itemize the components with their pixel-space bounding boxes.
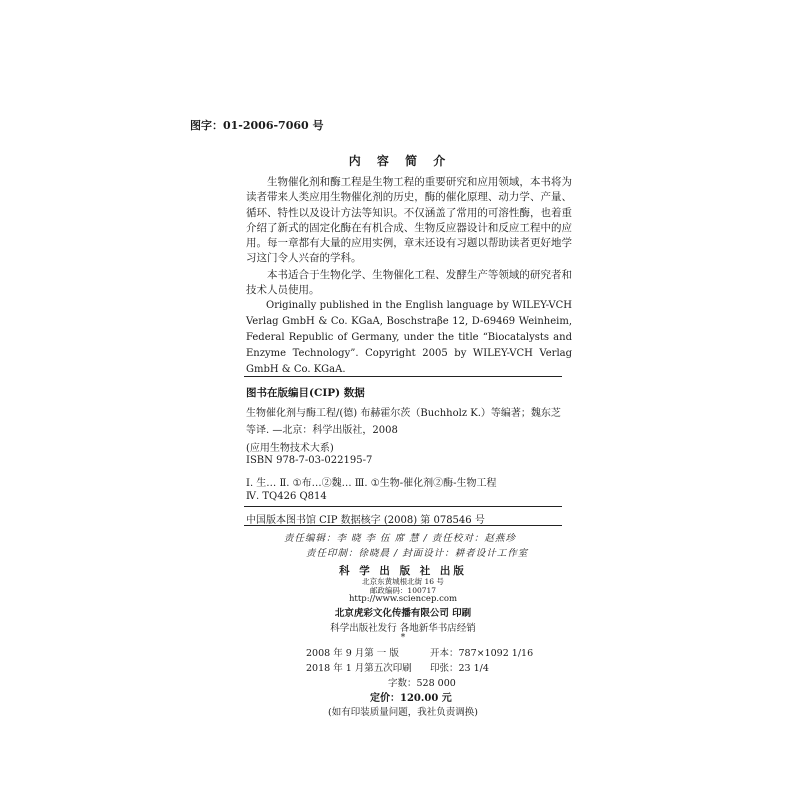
summary-paragraph: 本书适合于生物化学、生物催化工程、发酵生产等领域的研究者和技术人员使用。 bbox=[246, 268, 572, 297]
cip-series: (应用生物技术大系) bbox=[246, 443, 334, 454]
printer-name: 北京虎彩文化传播有限公司 印刷 bbox=[334, 608, 472, 619]
publisher-website: http://www.sciencep.com bbox=[348, 594, 458, 604]
production-credits: 责任印制：徐晓晨 / 封面设计：耕者设计工作室 bbox=[306, 548, 529, 559]
editor-credits: 责任编辑：李 晓 李 伍 席 慧 / 责任校对：赵燕珍 bbox=[284, 533, 516, 544]
sheets-info: 印张：23 1/4 bbox=[430, 663, 489, 674]
divider bbox=[244, 376, 562, 377]
summary-title: 内 容 简 介 bbox=[348, 154, 452, 168]
summary-body bbox=[246, 175, 572, 298]
edition-info: 2008 年 9 月第 一 版 bbox=[306, 648, 399, 659]
divider bbox=[244, 506, 562, 507]
distribution-line: 科学出版社发行 各地新华书店经销 bbox=[330, 623, 476, 634]
divider bbox=[244, 525, 562, 526]
cip-isbn: ISBN 978-7-03-022195-7 bbox=[246, 455, 373, 466]
cip-library-number: 中国版本图书馆 CIP 数据核字 (2008) 第 078546 号 bbox=[246, 515, 485, 526]
format-info: 开本：787×1092 1/16 bbox=[430, 648, 534, 659]
cip-line: 生物催化剂与酶工程/(德) 布赫霍尔茨（Buchholz K.）等编著；魏东芝 bbox=[246, 408, 561, 419]
english-paragraph: Originally published in the English language by WILEY-VCH Verlag GmbH & Co. KGaA, Boschstraβe 12, D-69469 Weinheim, Federal Republic of Germany, under the title “Biocatalysts and Enzyme Technology”. Copyright 2005 by WILEY-VCH Verlag GmbH & Co. KGaA. bbox=[246, 300, 572, 375]
cip-line: 等译. —北京：科学出版社，2008 bbox=[246, 425, 398, 436]
publisher-name: 科 学 出 版 社 出版 bbox=[339, 565, 467, 577]
cip-classification: Ⅳ. TQ426 Q814 bbox=[246, 491, 327, 502]
publisher-postcode: 邮政编码：100717 bbox=[369, 586, 437, 595]
impression-info: 2018 年 1 月第五次印刷 bbox=[306, 663, 412, 674]
english-copyright-notice bbox=[246, 298, 572, 378]
cip-heading: 图书在版编目(CIP) 数据 bbox=[246, 387, 365, 399]
summary-paragraph: 生物催化剂和酶工程是生物工程的重要研究和应用领域，本书将为读者带来人类应用生物催化剂的历史，酶的催化原理、动力学、产量、循环、特性以及设计方法等知识。不仅涵盖了常用的可溶性酶，也着重介绍了新式的固定化酶在有机合成、生物反应器设计和反应工程中的应用。每一章都有大量的应用实例，章末还设有习题以帮助读者更好地学习这门令人兴奋的学科。 bbox=[246, 176, 572, 265]
separator-star: * bbox=[400, 633, 406, 643]
quality-notice: (如有印装质量问题，我社负责调换) bbox=[328, 707, 478, 718]
publisher-address: 北京东黄城根北街 16 号 bbox=[362, 577, 444, 586]
price: 定价：120.00 元 bbox=[370, 693, 452, 704]
cip-classification: Ⅰ. 生… Ⅱ. ①布…②魏… Ⅲ. ①生物-催化剂②酶-生物工程 bbox=[246, 478, 497, 489]
copyright-registration: 图字：01-2006-7060 号 bbox=[190, 119, 324, 132]
word-count: 字数：528 000 bbox=[388, 678, 456, 689]
